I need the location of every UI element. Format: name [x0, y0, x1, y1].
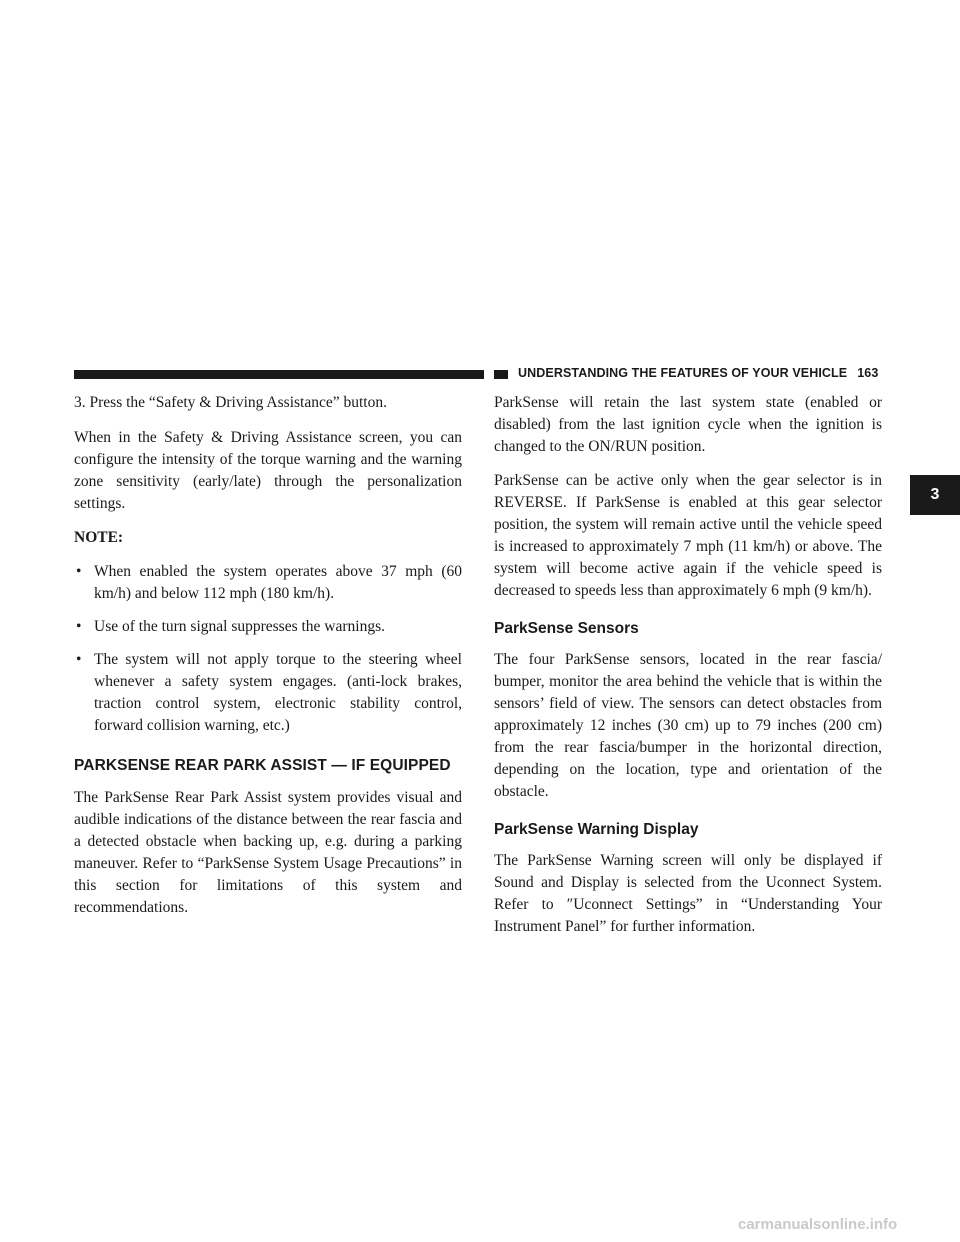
warning-display-paragraph: The ParkSense Warning screen will only be displayed if Sound and Display is selected from the Uconnect System. Refer to ″Uconnect Settings” in “Understanding Your Instrument Panel” for further information. — [494, 852, 882, 935]
bullet-icon: • — [76, 651, 82, 668]
subheading-sensors: ParkSense Sensors — [494, 620, 639, 637]
list-item: • When enabled the system operates above 37 mph (60 km/h) and below 112 mph (180 km/h). — [76, 563, 462, 602]
running-header-title: UNDERSTANDING THE FEATURES OF YOUR VEHICLE — [518, 366, 848, 380]
watermark: carmanualsonline.info — [738, 1216, 898, 1233]
parksense-intro-paragraph: The ParkSense Rear Park Assist system provides visual and audible indications of the distance between the rear fascia and a detected obstacle when backing up, e.g. during a parking maneuver. Refer to “ParkSense System Usage Precautions” in this section for limitations of this system and recommendations. — [74, 789, 462, 916]
list-item: • Use of the turn signal suppresses the warnings. — [74, 616, 462, 638]
note-bullet-list — [74, 561, 462, 737]
chapter-tab: 3 — [910, 475, 960, 515]
subheading-warning-display: ParkSense Warning Display — [494, 821, 699, 838]
right-column — [494, 392, 882, 950]
header-rule — [74, 370, 484, 379]
section-heading-parksense: PARKSENSE REAR PARK ASSIST — IF EQUIPPED — [74, 757, 451, 774]
page-number: 163 — [857, 366, 879, 380]
sensors-paragraph: The four ParkSense sensors, located in the rear fascia/ bumper, monitor the area behind the vehicle that is within the sensors’ field of view. The sensors can detect obstacles from approximately 12 inches (30 cm) up to 79 inches (200 cm) from the rear fascia/bumper in the horizontal direction, depending on the location, type and orientation of the obstacle. — [494, 651, 882, 800]
step-3-text: 3. Press the “Safety & Driving Assistance” button. — [74, 394, 387, 411]
list-item: • The system will not apply torque to the steering wheel whenever a safety system engages. (anti-lock brakes, traction control system, electronic stability control, forward collision warning, etc.) — [76, 651, 462, 734]
running-header — [518, 366, 898, 380]
bullet-icon: • — [76, 618, 82, 635]
left-column — [74, 392, 462, 931]
settings-paragraph: When in the Safety & Driving Assistance screen, you can configure the intensity of the torque warning and the warning zone sensitivity (early/late) through the personalization settings. — [74, 429, 462, 512]
note-label: NOTE: — [74, 529, 124, 546]
retain-state-paragraph: ParkSense will retain the last system state (enabled or disabled) from the last ignition cycle when the ignition is changed to the ON/RUN position. — [494, 394, 882, 455]
reverse-active-paragraph: ParkSense can be active only when the gear selector is in REVERSE. If ParkSense is enabled at this gear selector position, the system will remain active until the vehicle speed is increased to approximately 7 mph (11 km/h) or above. The system will become active again if the vehicle speed is decreased to speeds less than approximately 6 mph (9 km/h). — [494, 472, 882, 599]
bullet-icon: • — [76, 563, 82, 580]
header-rule-end — [494, 370, 508, 379]
